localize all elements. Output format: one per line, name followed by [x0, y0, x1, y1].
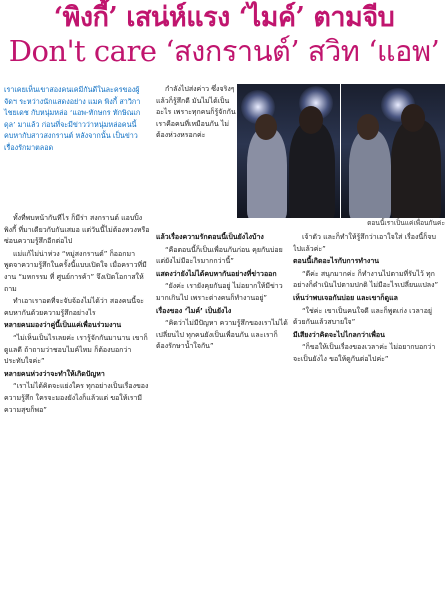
headline-english: Don't care — [8, 34, 166, 68]
headline-line-2 — [0, 34, 448, 68]
question-heading: หลายคนมองว่าคู่นี้เป็นแค่เพื่อนร่วมงาน — [4, 321, 122, 330]
photo-couple-2 — [341, 84, 445, 218]
headline-name-3: ‘สงกรานต์’ — [165, 34, 300, 68]
article-column-3 — [293, 232, 443, 594]
paragraph: “ใช่ค่ะ เขาเป็นคนใจดี และก็พูดเก่ง เวลาอยู่ด้วยกันแล้วสบายใจ” — [293, 306, 433, 327]
question-heading: แสดงว่ายังไม่ได้คบหากันอย่างที่ข่าวออก — [156, 269, 277, 278]
headline-verb-2: สวิท — [299, 34, 369, 68]
article-column-2-top — [156, 84, 236, 229]
paragraph: “ดีค่ะ สนุกมากค่ะ ก็ทำงานไปตามที่รับไว้ ทุกอย่างก็ดำเนินไปตามปกติ ไม่มีอะไรเปลี่ยนแปลง” — [293, 269, 439, 290]
question-heading: หลายคนห่วงว่าจะทำให้เกิดปัญหา — [4, 369, 105, 378]
headline-line-1 — [0, 2, 448, 34]
paragraph: ทั้งที่พบหน้ากันทีไร ก็มีร่า สงกรานต์ แอบปิ้ง พิงกี้ ที่มาเดียวกับกันเสมอ แต่วันนี้ไม่ต้องหวงหรือซ่อนความรู้สึกอีกต่อไป — [4, 214, 150, 246]
article-column-2 — [156, 232, 288, 594]
question-heading: เรื่องของ ‘ไมค์’ เป็นยังไง — [156, 306, 232, 315]
paragraph: “คือตอนนี้ก็เป็นเพื่อนกันก่อน คุยกันบ่อย แต่ยังไม่มีอะไรมากกว่านี้” — [156, 245, 283, 266]
headline-name-1: ‘พิงกี้’ — [53, 2, 118, 33]
question-heading: แล้วเรื่องความรักตอนนี้เป็นยังไงบ้าง — [156, 233, 264, 241]
question-heading: ตอนนี้เกิดอะไรกับการทำงาน — [293, 257, 380, 266]
lead-paragraph: เราเคยเห็นเขาสองคนเคมีกันดีในละครของผู้จัดฯ ระหว่างนักแสดงอย่าง แมค พิงกี้ สาวิกา ไชยเดช กับหนุ่มหล่อ ‘แอพ-ทักษกร ทักษิณเกดุล’ มาแล้ว ก่อนที่จะมีข่าวว่าหนุ่มหล่อคนนี้คบหากับสาวสงกรานต์ หลังจากนั้น เป็นข่าวเรื่องรักมาตลอด — [4, 85, 141, 152]
headline — [0, 2, 448, 68]
paragraph: “ยังค่ะ เรายังคุยกันอยู่ ไม่อยากให้มีข่าวมากเกินไป เพราะต่างคนก็ทำงานอยู่” — [156, 282, 283, 302]
headline-verb: เสน่ห์แรง — [117, 2, 239, 33]
paragraph: “ก็ขอให้เป็นเรื่องของเวลาค่ะ ไม่อยากบอกว่าจะเป็นยังไง ขอให้ดูกันต่อไปค่ะ” — [293, 343, 436, 363]
paragraph: แม่แก้ไม่น่าห่วง “หมู่สงกรานต์” ก็ออกมาพูดจาความรู้สึกในครั้งนี้แบบเปิดใจ เมื่อคราวที่มีงาน “มหกรรม ที่ ศูนย์การค้า” จึงเปิดโอกาสให้ถาม — [4, 249, 147, 293]
photo-caption: ตอนนี้เราเป็นแค่เพื่อนกันค่ะ — [367, 219, 445, 227]
question-heading: มีเสียงว่าคิดจะไปไกลกว่าเพื่อน — [293, 330, 385, 339]
headline-name-4: ‘แอพ’ — [368, 34, 440, 68]
paragraph: “คิดว่าไม่มีปัญหา ความรู้สึกของเราไม่ได้เปลี่ยนไป ทุกคนยังเป็นเพื่อนกัน และเราก็ต้องรักษาน้ำใจกัน” — [156, 319, 288, 351]
headline-name-2: ‘ไมค์’ — [238, 2, 305, 33]
paragraph: ทำเอาเราอดที่จะจับจ้องไม่ได้ว่า สองคนนี้จะคบหากันด้วยความรู้สึกอย่างไร — [4, 297, 144, 317]
paragraph: กำลังไปส่งค่าว ซึ่งจริงๆ แล้วก็รู้สึกดี มันไม่ได้เป็นอะไร เพราะทุกคนก็รู้จักกัน เราคือคนที่เหมือนกัน ไม่ต้องห่วงหรอกค่ะ — [156, 85, 236, 140]
paragraph: “ไม่เห็นเป็นไรเลยค่ะ เรารู้จักกันมานาน เขาก็ดูแลดี ถ้าถามว่าชอบไมค์ไหม ก็ต้องบอกว่าประทับใจค่ะ” — [4, 333, 148, 366]
photo-couple-1 — [237, 84, 340, 218]
headline-tail: ตามจีบ — [304, 2, 395, 33]
paragraph: “เราไม่ได้คิดจะแย่งใคร ทุกอย่างเป็นเรื่องของความรู้สึก ใครจะมองยังไงก็แล้วแต่ ขอให้เรามีความสุขก็พอ” — [4, 382, 149, 414]
article-column-1 — [4, 213, 151, 593]
paragraph: เจ้าตัว และก็ทำให้รู้สึกว่าเอาใจใส่ เรื่องนี้ก็จบไปแล้วค่ะ” — [293, 233, 436, 253]
question-heading: เห็นว่าพบเจอกันบ่อย และเขาก็ดูแล — [293, 293, 398, 302]
